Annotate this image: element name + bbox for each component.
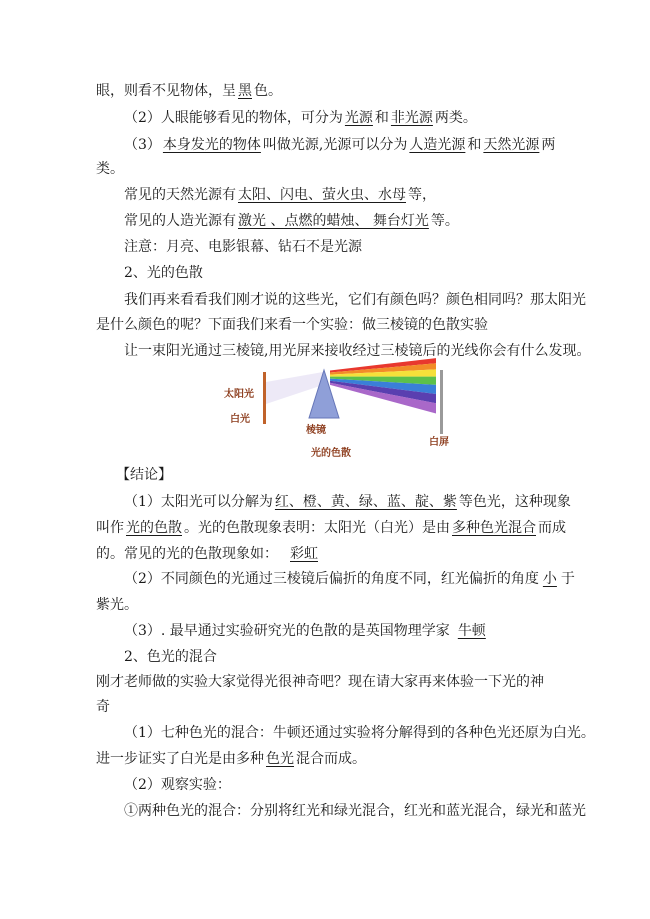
text: 等， bbox=[408, 187, 436, 203]
text: （3）. 最早通过实验研究光的色散的是英国物理学家 bbox=[124, 623, 450, 639]
text-line-3 bbox=[124, 136, 555, 154]
text-line-20: 刚才老师做的实验大家觉得光很神奇吧？现在请大家再来体验一下光的神 bbox=[96, 674, 544, 690]
text: 混合而成。 bbox=[296, 751, 366, 767]
answer-blank: 小 bbox=[542, 571, 557, 587]
text: 两类。 bbox=[434, 110, 477, 126]
section-heading-mixing: 2、色光的混合 bbox=[124, 649, 217, 665]
text: 等色光，这种现象 bbox=[458, 494, 571, 510]
text-line-4: 类。 bbox=[96, 161, 124, 177]
text-line-6 bbox=[124, 212, 459, 230]
text: 的。常见的光的色散现象如： bbox=[96, 546, 278, 562]
text: 和 bbox=[467, 137, 482, 153]
text-line-2 bbox=[124, 109, 477, 127]
label-screen: 白屏 bbox=[429, 437, 449, 448]
answer-blank: 本身发光的物体 bbox=[162, 137, 261, 153]
answer-blank: 天然光源 bbox=[483, 137, 540, 153]
text-line-9: 我们再来看看我们刚才说的这些光，它们有颜色吗？颜色相同吗？那太阳光 bbox=[124, 292, 586, 308]
text-line-7: 注意：月亮、电影银幕、钻石不是光源 bbox=[124, 239, 362, 255]
text: 眼，则看不见物体，呈 bbox=[96, 83, 236, 99]
answer-blank: 光源 bbox=[344, 110, 373, 126]
text: 常见的人造光源有 bbox=[124, 213, 236, 229]
text: 而成 bbox=[538, 520, 566, 536]
answer-blank: 多种色光混合 bbox=[452, 520, 536, 536]
text: 两 bbox=[541, 137, 556, 153]
text: （2）不同颜色的光通过三棱镜后偏折的角度不同，红光偏折的角度 bbox=[124, 571, 539, 587]
answer-blank: 非光源 bbox=[390, 110, 433, 126]
label-whitelight: 白光 bbox=[230, 414, 250, 425]
text-line-24: （2）观察实验： bbox=[124, 777, 231, 793]
label-prism: 棱镜 bbox=[306, 425, 326, 436]
answer-blank: 牛顿 bbox=[457, 623, 486, 639]
answer-blank: 人造光源 bbox=[409, 137, 466, 153]
text: 色。 bbox=[254, 83, 282, 99]
text-line-15 bbox=[96, 545, 330, 563]
figure-caption: 光的色散 bbox=[311, 448, 351, 459]
answer-blank: 红、橙、黄、绿、蓝、靛、紫 bbox=[274, 494, 457, 510]
text-line-16 bbox=[124, 570, 575, 588]
text-line-18 bbox=[124, 622, 494, 640]
text: 和 bbox=[374, 110, 389, 126]
answer-blank: 黑 bbox=[238, 83, 252, 99]
section-heading-dispersion: 2、光的色散 bbox=[124, 265, 203, 281]
text-line-25: ①两种色光的混合：分别将红光和绿光混合，红光和蓝光混合，绿光和蓝光 bbox=[124, 803, 586, 819]
text: （2）人眼能够看见的物体，可分为 bbox=[124, 110, 343, 126]
text-line-21: 奇 bbox=[96, 699, 110, 715]
answer-blank: 彩虹 bbox=[290, 546, 318, 562]
text: 叫做光源,光源可以分为 bbox=[262, 137, 408, 153]
answer-blank: 太阳、闪电、萤火虫、水母 bbox=[238, 187, 406, 203]
text: 。光的色散现象表明：太阳光（白光）是由 bbox=[184, 520, 450, 536]
text-line-5 bbox=[124, 186, 436, 204]
slit-bar bbox=[263, 372, 266, 424]
answer-blank: 光的色散 bbox=[126, 520, 182, 536]
text: 常见的天然光源有 bbox=[124, 187, 236, 203]
text-line-23 bbox=[96, 750, 366, 768]
text: （1）太阳光可以分解为 bbox=[124, 494, 273, 510]
text-line-1 bbox=[96, 82, 282, 100]
answer-blank: 激光 、点燃的蜡烛、 舞台灯光 bbox=[238, 213, 429, 229]
text: 叫作 bbox=[96, 520, 124, 536]
text: （3） bbox=[124, 137, 161, 153]
text-line-14 bbox=[96, 519, 566, 537]
conclusion-heading: 【结论】 bbox=[116, 467, 172, 483]
answer-blank: 色光 bbox=[266, 751, 294, 767]
text-line-22: （1）七种色光的混合：牛顿还通过实验将分解得到的各种色光还原为白光。 bbox=[124, 725, 595, 741]
rainbow-spectrum bbox=[330, 352, 436, 432]
white-screen bbox=[440, 370, 443, 434]
text: 进一步证实了白光是由多种 bbox=[96, 751, 264, 767]
text-line-11: 让一束阳光通过三棱镜,用光屏来接收经过三棱镜后的光线你会有什么发现。 bbox=[124, 343, 591, 359]
text-line-13 bbox=[124, 493, 571, 511]
text: 于 bbox=[560, 571, 575, 587]
label-sunlight: 太阳光 bbox=[224, 389, 254, 400]
text-line-17: 紫光。 bbox=[96, 597, 138, 613]
text-line-10: 是什么颜色的呢？下面我们来看一个实验：做三棱镜的色散实验 bbox=[96, 317, 488, 333]
text: 等。 bbox=[430, 213, 459, 229]
